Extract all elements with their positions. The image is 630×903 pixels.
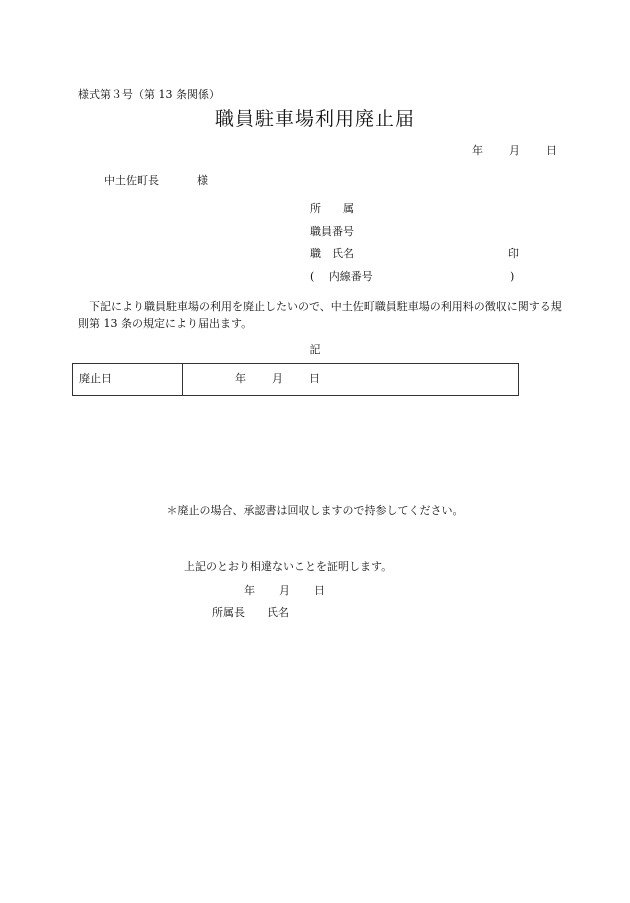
certification-signature <box>212 604 289 620</box>
abolish-year: 年 <box>235 372 246 385</box>
date-year: 年 <box>472 144 483 157</box>
date-day: 日 <box>546 144 557 157</box>
applicant-block <box>310 198 530 288</box>
staff-number-label: 職員番号 <box>310 224 354 238</box>
abolish-day: 日 <box>309 372 320 385</box>
abolish-date-value <box>183 364 519 396</box>
dept-head-label: 所属長 <box>212 606 245 619</box>
cert-month: 月 <box>279 584 290 597</box>
cert-day: 日 <box>314 584 325 597</box>
dept-head-name-label: 氏名 <box>267 606 289 619</box>
name-label: 職 氏名 <box>310 247 354 260</box>
body-text <box>78 298 562 332</box>
submission-date <box>472 142 557 158</box>
seal-mark: 印 <box>508 247 519 260</box>
abolish-month: 月 <box>272 372 283 385</box>
form-number: 様式第３号（第 13 条関係） <box>78 88 220 101</box>
recipient-honorific: 様 <box>197 174 208 187</box>
extension-row <box>310 266 530 289</box>
affiliation-row <box>310 198 530 221</box>
cert-year: 年 <box>244 584 255 597</box>
name-row <box>310 243 530 266</box>
affiliation-label: 所 属 <box>310 202 354 215</box>
abolish-date-row <box>73 364 519 396</box>
recipient <box>104 172 208 188</box>
extension-label: ( 内線番号 <box>310 269 373 283</box>
return-note: ＊廃止の場合、承認書は回収しますので持参してください。 <box>166 504 464 517</box>
document-title: 職員駐車場利用廃止届 <box>214 108 415 130</box>
abolish-date-label: 廃止日 <box>73 364 183 396</box>
abolish-date-table <box>72 363 519 396</box>
date-month: 月 <box>509 144 520 157</box>
certification-text: 上記のとおり相違ないことを証明します。 <box>184 560 393 573</box>
body-text-content: 下記により職員駐車場の利用を廃止したいので、中土佐町職員駐車場の利用料の徴収に関する規則第 13 条の規定により届出ます。 <box>78 300 562 330</box>
ki-label: 記 <box>309 343 321 356</box>
extension-close: ) <box>510 269 515 283</box>
staff-number-row <box>310 221 530 244</box>
certification-date <box>244 582 325 598</box>
recipient-name: 中土佐町長 <box>104 174 159 187</box>
